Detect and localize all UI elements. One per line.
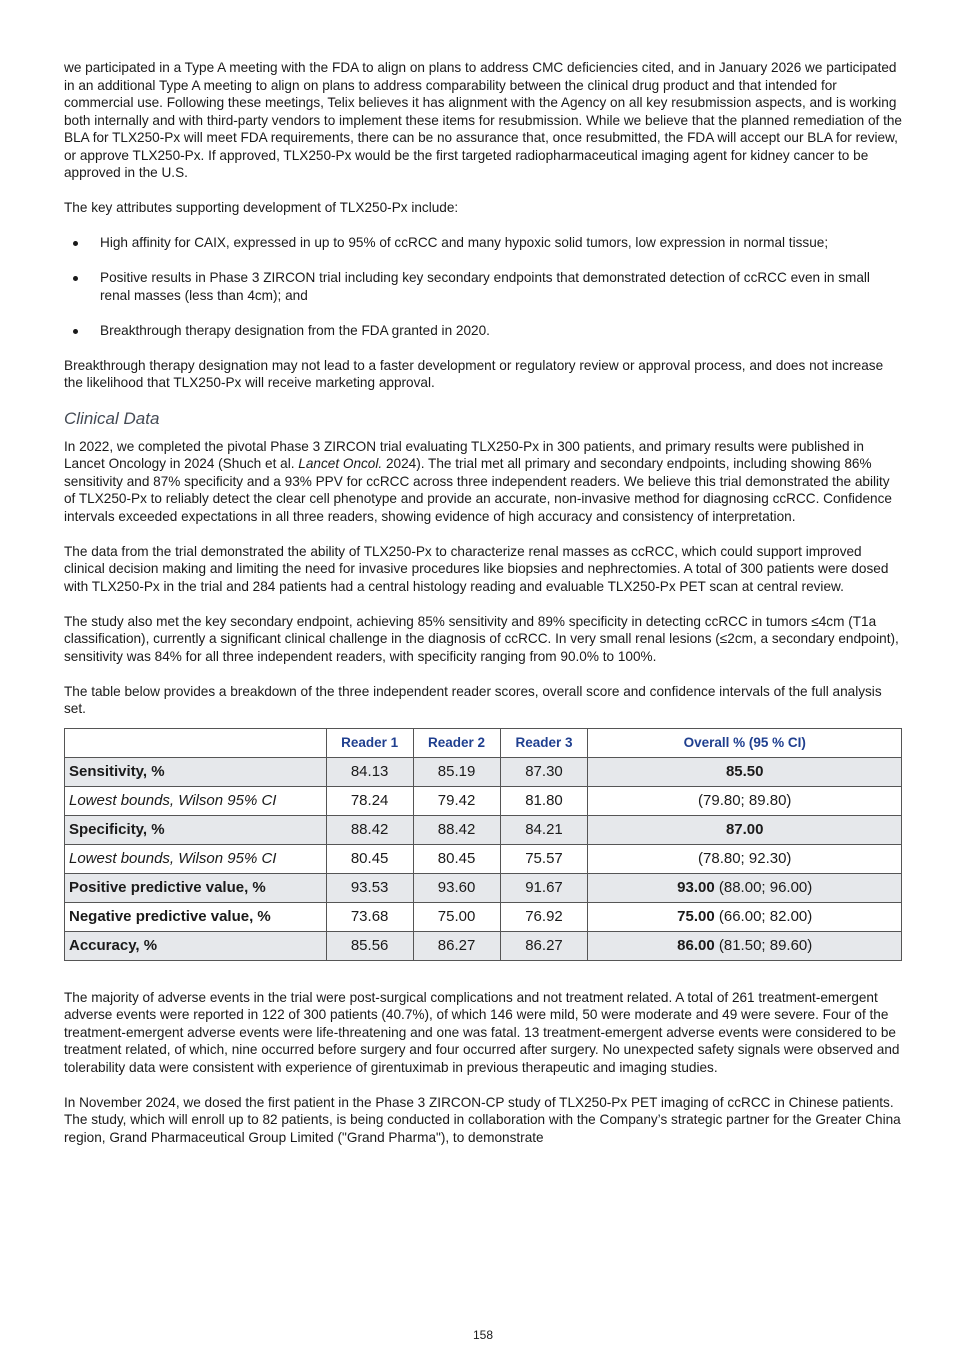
clinical-paragraph-1 xyxy=(64,438,902,526)
overall-score: 86.00 xyxy=(677,936,715,954)
table-row xyxy=(65,844,902,873)
row-label: Sensitivity, % xyxy=(65,757,327,786)
reader-3-value: 76.92 xyxy=(500,902,588,931)
table-row xyxy=(65,902,902,931)
reader-1-value: 73.68 xyxy=(326,902,413,931)
list-item: Positive results in Phase 3 ZIRCON trial including key secondary endpoints that demonstrated detection of ccRCC even in small renal masses (less than 4cm); and xyxy=(64,269,902,304)
reader-2-value: 88.42 xyxy=(413,815,500,844)
clinical-p1-text: In 2022, we completed the pivotal Phase 3 ZIRCON trial evaluating TLX250-Px in 300 patients, and primary results were published in Lancet Oncology in 2024 (Shuch et al. xyxy=(64,438,864,471)
row-label: Negative predictive value, % xyxy=(65,902,327,931)
adverse-events-paragraph: The majority of adverse events in the trial were post-surgical complications and not treatment related. A total of 261 treatment-emergent adverse events were reported in 122 of 300 patients (40.7%), of which 146 were mild, 50 were moderate and 49 were severe. Four of the treatment-emergent adverse events were life-threatening and one was fatal. 13 treatment-emergent adverse events were considered to be treatment related, of which, nine occurred before surgery and four occurred after surgery. No unexpected safety signals were observed and tolerability data were consistent with experience of girentuximab in previous therapeutic and imaging studies. xyxy=(64,989,900,1075)
table-header-empty xyxy=(65,728,327,757)
reader-2-value: 79.42 xyxy=(413,786,500,815)
reader-3-value: 87.30 xyxy=(500,757,588,786)
key-attributes-lead: The key attributes supporting development of TLX250-Px include: xyxy=(64,200,459,215)
key-attributes-list xyxy=(64,234,902,339)
section-heading-clinical-data: Clinical Data xyxy=(64,408,160,428)
overall-value xyxy=(588,786,902,815)
row-label: Lowest bounds, Wilson 95% CI xyxy=(65,844,327,873)
overall-value xyxy=(588,815,902,844)
journal-name: Lancet Oncol. xyxy=(298,456,383,471)
table-header-reader-3: Reader 3 xyxy=(500,728,588,757)
table-row xyxy=(65,815,902,844)
overall-value xyxy=(588,844,902,873)
list-item: Breakthrough therapy designation from the FDA granted in 2020. xyxy=(64,322,902,340)
reader-2-value: 93.60 xyxy=(413,873,500,902)
overall-value xyxy=(588,902,902,931)
reader-1-value: 85.56 xyxy=(326,931,413,960)
list-item: High affinity for CAIX, expressed in up to 95% of ccRCC and many hypoxic solid tumors, low expression in normal tissue; xyxy=(64,234,902,252)
page-number: 158 xyxy=(472,1328,494,1342)
clinical-paragraph-3: The study also met the key secondary endpoint, achieving 85% sensitivity and 89% specificity in detecting ccRCC in tumors ≤4cm (T1a classification), currently a significant clinical challenge in the diagnosis of ccRCC. In very small renal lesions (≤2cm, a secondary endpoint), sensitivity was 84% for all three independent readers, with specificity ranging from 90.0% to 100%. xyxy=(64,613,899,664)
table-header-row xyxy=(65,728,902,757)
row-label: Specificity, % xyxy=(65,815,327,844)
overall-value xyxy=(588,873,902,902)
row-label: Positive predictive value, % xyxy=(65,873,327,902)
document-page xyxy=(64,59,902,1164)
clinical-paragraph-2: The data from the trial demonstrated the ability of TLX250-Px to characterize renal masses as ccRCC, which could support improved clinical decision making and limiting the need for invasive procedures like biopsies and nephrectomies. A total of 300 patients were dosed with TLX250-Px in the trial and 284 patients had a central histology reading and evaluable TLX250-Px PET scan at central review. xyxy=(64,543,889,594)
reader-3-value: 86.27 xyxy=(500,931,588,960)
reader-results-table xyxy=(64,728,902,961)
zircon-cp-paragraph: In November 2024, we dosed the first patient in the Phase 3 ZIRCON-CP study of TLX250-Px PET imaging of ccRCC in Chinese patients. The study, which will enroll up to 82 patients, is being conducted in collaboration with the Company’s strategic partner for the Greater China region, Grand Pharmaceutical Group Limited ("Grand Pharma"), to demonstrate xyxy=(64,1094,901,1145)
overall-ci: (81.50; 89.60) xyxy=(718,936,813,954)
reader-1-value: 80.45 xyxy=(326,844,413,873)
reader-3-value: 91.67 xyxy=(500,873,588,902)
table-header-reader-2: Reader 2 xyxy=(413,728,500,757)
overall-score: 93.00 xyxy=(677,878,715,896)
reader-2-value: 85.19 xyxy=(413,757,500,786)
table-header-overall: Overall % (95 % CI) xyxy=(588,728,902,757)
row-label: Accuracy, % xyxy=(65,931,327,960)
overall-score: 85.50 xyxy=(725,762,764,780)
intro-paragraph: we participated in a Type A meeting with the FDA to align on plans to address CMC deficiencies cited, and in January 2026 we participated in an additional Type A meeting to align on plans to address comparability between the clinical drug product and that intended for commercial use. Following these meetings, Telix believes it has alignment with the Agency on all key resubmission aspects, and is working both internally and with third-party vendors to implement these items for resubmission. While we believe that the planned remediation of the BLA for TLX250-Px will meet FDA requirements, there can be no assurance that, once resubmitted, the FDA will accept our BLA for review, or approve TLX250-Px. If approved, TLX250-Px would be the first targeted radiopharmaceutical imaging agent for kidney cancer to be approved in the U.S. xyxy=(64,60,902,180)
reader-1-value: 93.53 xyxy=(326,873,413,902)
table-row xyxy=(65,757,902,786)
reader-3-value: 81.80 xyxy=(500,786,588,815)
overall-ci: (66.00; 82.00) xyxy=(718,907,813,925)
overall-value xyxy=(588,931,902,960)
overall-value xyxy=(588,757,902,786)
reader-2-value: 86.27 xyxy=(413,931,500,960)
table-row xyxy=(65,873,902,902)
overall-score: 87.00 xyxy=(725,820,764,838)
clinical-p1-text-cont: 2024). The trial met all primary and secondary endpoints, including showing 86% sensitivity and 87% specificity and a 93% PPV for ccRCC across three independent readers. We believe this trial demonstrated the ability of TLX250-Px to reliably detect the clear cell phenotype and provide an accurate, non-invasive method for diagnosing ccRCC. Confidence intervals exceeded expectations in all three readers, showing evidence of high accuracy and consistency of interpretation. xyxy=(64,456,892,524)
overall-ci: (78.80; 92.30) xyxy=(698,849,792,867)
reader-3-value: 75.57 xyxy=(500,844,588,873)
breakthrough-note: Breakthrough therapy designation may not lead to a faster development or regulatory review or approval process, and does not increase the likelihood that TLX250-Px will receive marketing approval. xyxy=(64,357,884,390)
table-row xyxy=(65,786,902,815)
reader-1-value: 88.42 xyxy=(326,815,413,844)
reader-3-value: 84.21 xyxy=(500,815,588,844)
reader-2-value: 75.00 xyxy=(413,902,500,931)
reader-1-value: 84.13 xyxy=(326,757,413,786)
reader-2-value: 80.45 xyxy=(413,844,500,873)
row-label: Lowest bounds, Wilson 95% CI xyxy=(65,786,327,815)
overall-ci: (79.80; 89.80) xyxy=(698,791,792,809)
overall-score: 75.00 xyxy=(677,907,715,925)
clinical-paragraph-4: The table below provides a breakdown of the three independent reader scores, overall score and confidence intervals of the full analysis set. xyxy=(64,683,882,716)
table-row xyxy=(65,931,902,960)
table-header-reader-1: Reader 1 xyxy=(326,728,413,757)
overall-ci: (88.00; 96.00) xyxy=(718,878,813,896)
reader-1-value: 78.24 xyxy=(326,786,413,815)
